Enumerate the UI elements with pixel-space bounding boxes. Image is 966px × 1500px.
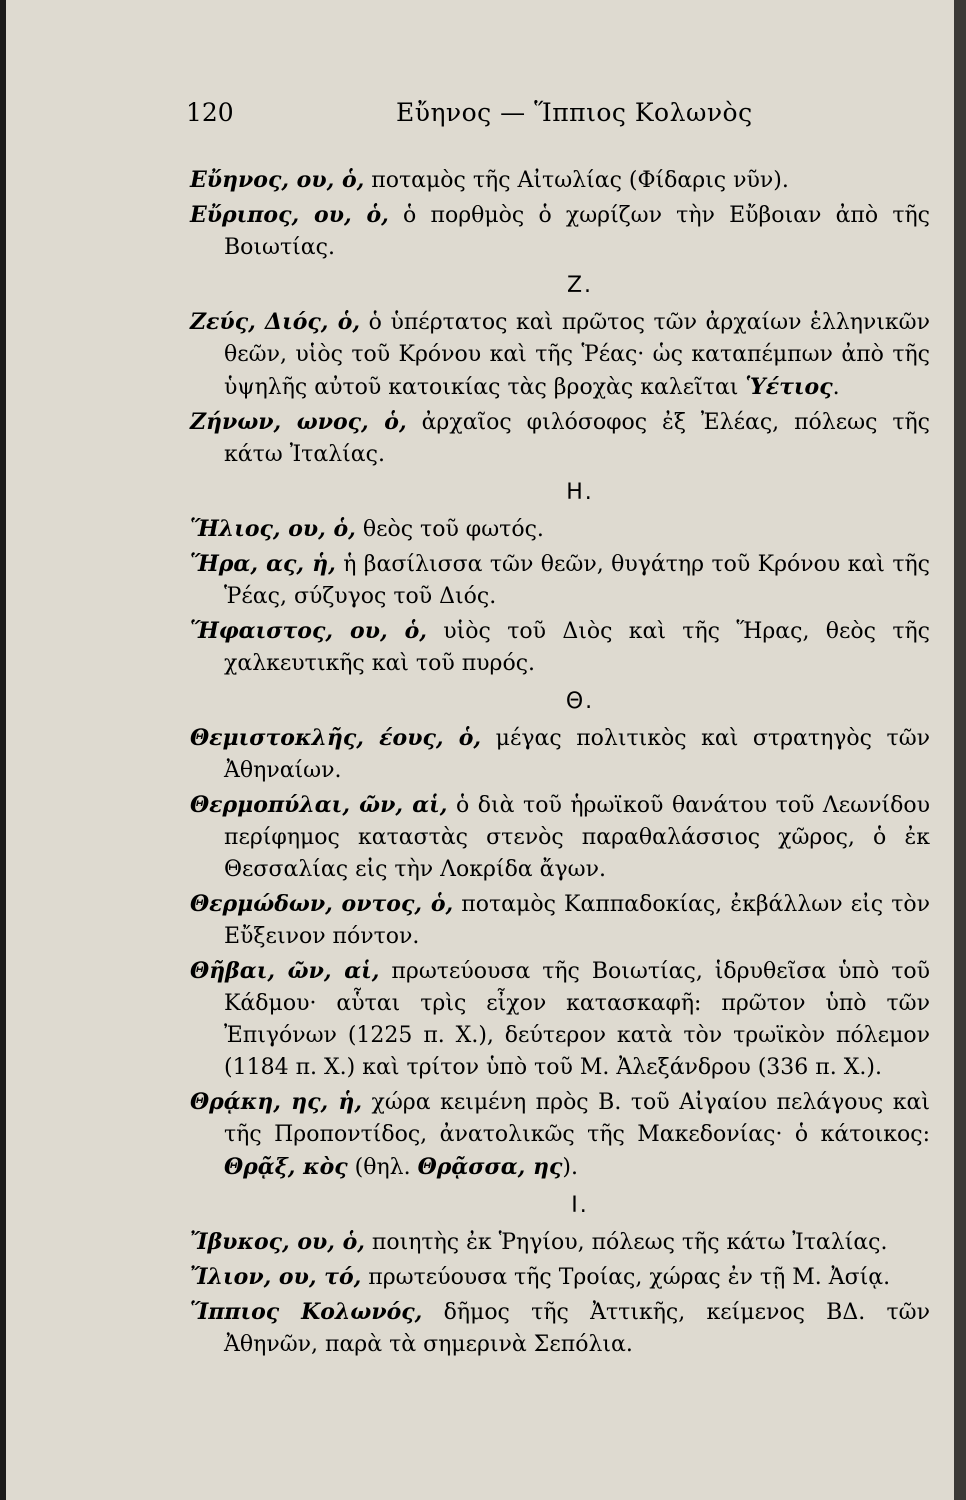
glossary-entry (190, 615, 930, 680)
entry-definition: υἱὸς τοῦ Διὸς καὶ τῆς Ἥρας, θεὸς τῆς χαλκευτικῆς καὶ τοῦ πυρός. (224, 619, 930, 676)
entry-headword: Ἴλιον, ου, τό, (190, 1264, 362, 1290)
entry-definition: θεὸς τοῦ φωτός. (355, 517, 544, 542)
entry-headword: Ὑέτιος (745, 374, 833, 400)
page-header (186, 98, 926, 138)
glossary-entry (190, 306, 930, 404)
entry-definition: ὁ διὰ τοῦ ἡρωϊκοῦ θανάτου τοῦ Λεωνίδου περίφημος καταστὰς στενὸς παραθαλάσσιος χῶρος, ὁ ἐκ Θεσσαλίας εἰς τὴν Λοκρίδα ἄγων. (224, 793, 931, 882)
glossary-entry (190, 955, 930, 1084)
section-letter: Θ. (565, 689, 595, 714)
glossary-entry (190, 1086, 930, 1184)
entry-headword: Ἥφαιστος, ου, ὁ, (190, 618, 427, 644)
glossary-entry (190, 406, 930, 471)
entry-definition: δῆμος τῆς Ἀττικῆς, κείμενος ΒΔ. τῶν Ἀθηνῶν, παρὰ τὰ σημερινὰ Σεπόλια. (224, 1300, 930, 1357)
running-head: Εὔηνος — Ἵππιος Κολωνὸς (396, 98, 753, 127)
entry-headword: Θρᾴκη, ης, ἡ, (190, 1089, 362, 1115)
right-page-edge (954, 0, 966, 1500)
glossary-entry (190, 548, 930, 613)
glossary-entry (190, 513, 930, 546)
glossary-entry (190, 888, 930, 953)
entry-definition: ὁ πορθμὸς ὁ χωρίζων τὴν Εὔβοιαν ἀπὸ τῆς Βοιωτίας. (224, 203, 931, 260)
glossary-entry (190, 722, 930, 787)
glossary-entry (190, 1296, 930, 1361)
entry-definition: ἀρχαῖος φιλόσοφος ἐξ Ἐλέας, πόλεως τῆς κάτω Ἰταλίας. (224, 410, 930, 467)
page-number: 120 (186, 98, 234, 127)
glossary-entry (190, 1226, 930, 1259)
glossary-body (190, 164, 930, 1363)
entry-definition: ὁ ὑπέρτατος καὶ πρῶτος τῶν ἀρχαίων ἑλληνικῶν θεῶν, υἱὸς τοῦ Κρόνου καὶ τῆς Ῥέας· ὡς καταπέμπων ἀπὸ τῆς ὑψηλῆς αὐτοῦ κατοικίας τὰς βροχὰς καλεῖται (224, 310, 930, 400)
glossary-entry (190, 1261, 930, 1294)
entry-definition: ). (562, 1155, 578, 1180)
entry-headword: Ἵππιος Κολωνός, (190, 1299, 423, 1325)
entry-headword: Θερμώδων, οντος, ὁ, (190, 891, 454, 917)
entry-headword: Θρᾷξ, κὸς (224, 1154, 348, 1180)
entry-headword: Εὔηνος, ου, ὁ, (190, 167, 365, 193)
entry-definition: πρωτεύουσα τῆς Τροίας, χώρας ἐν τῇ Μ. Ἀσίᾳ. (361, 1265, 891, 1290)
entry-headword: Ζεύς, Διός, ὁ, (190, 309, 361, 335)
entry-headword: Ἴβυκος, ου, ὁ, (190, 1229, 365, 1255)
section-letter: Ζ. (566, 273, 594, 298)
entry-definition: χώρα κειμένη πρὸς Β. τοῦ Αἰγαίου πελάγους καὶ τῆς Προποντίδος, ἀνατολικῶς τῆς Μακεδονίας· ὁ κάτοικος: (224, 1090, 931, 1147)
entry-headword: Ζήνων, ωνος, ὁ, (190, 409, 407, 435)
entry-definition: μέγας πολιτικὸς καὶ στρατηγὸς τῶν Ἀθηναίων. (224, 726, 931, 783)
entry-headword: Θερμοπύλαι, ῶν, αἱ, (190, 792, 448, 818)
entry-definition: (θηλ. (347, 1155, 418, 1180)
entry-headword: Ἥλιος, ου, ὁ, (190, 516, 356, 542)
section-letter: Ι. (571, 1193, 589, 1218)
entry-definition: πρωτεύουσα τῆς Βοιωτίας, ἱδρυθεῖσα ὑπὸ τοῦ Κάδμου· αὗται τρὶς εἶχον κατασκαφῆ: πρῶτον ὑπὸ τῶν Ἐπιγόνων (1225 π. Χ.), δεύτερον κατὰ τὸν τρωϊκὸν πόλεμον (1184 π. Χ.) καὶ τρίτον ὑπὸ τοῦ Μ. Ἀλεξάνδρου (336 π. Χ.). (224, 959, 930, 1080)
entry-definition: ποταμὸς τῆς Αἰτωλίας (Φίδαρις νῦν). (364, 168, 789, 193)
entry-definition: ποταμὸς Καππαδοκίας, ἐκβάλλων εἰς τὸν Εὔξεινον πόντον. (224, 892, 930, 949)
glossary-entry (190, 199, 930, 264)
entry-definition: . (832, 375, 840, 400)
glossary-entry (190, 789, 930, 886)
entry-headword: Θῆβαι, ῶν, αἱ, (190, 958, 380, 984)
entry-headword: Θεμιστοκλῆς, έους, ὁ, (190, 725, 482, 751)
entry-definition: ἡ βασίλισσα τῶν θεῶν, θυγάτηρ τοῦ Κρόνου καὶ τῆς Ῥέας, σύζυγος τοῦ Διός. (224, 552, 930, 609)
entry-headword: Θρᾷσσα, ης (417, 1154, 563, 1180)
section-letter: Η. (566, 480, 594, 505)
entry-headword: Ἥρα, ας, ἡ, (190, 551, 336, 577)
entry-headword: Εὔριπος, ου, ὁ, (190, 202, 389, 228)
entry-definition: ποιητὴς ἐκ Ῥηγίου, πόλεως τῆς κάτω Ἰταλίας. (364, 1230, 888, 1255)
glossary-entry (190, 164, 930, 197)
